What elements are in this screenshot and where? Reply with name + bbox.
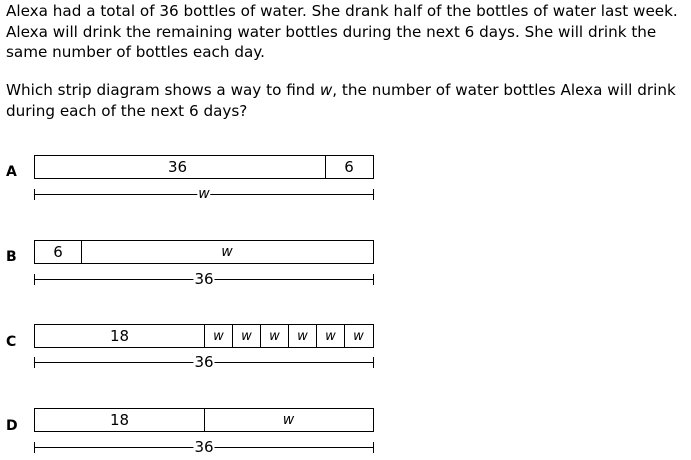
question-text-start: Which strip diagram shows a way to find [6,81,320,99]
question-paragraph-2 [6,80,686,121]
strip-segment: 18 [109,327,130,345]
option-letter-a: A [6,164,17,180]
option-letter-c: C [6,334,17,350]
strip-segment: 18 [109,411,130,429]
brace-label-d: 36 [194,438,214,456]
brace-d [34,438,374,456]
brace-label-b: 36 [194,270,214,288]
strip-segment: w [316,325,344,347]
strip-segment: w [344,325,372,347]
option-letter-b: B [6,249,17,265]
question-variable: w [319,81,333,99]
strip-diagram-a [34,155,374,179]
brace-label-a: w [198,186,210,202]
strip-segment: 36 [168,158,188,176]
strip-segment: w [204,325,232,347]
brace-a [34,186,374,202]
strip-segment: 6 [325,156,372,178]
question-paragraph-1: Alexa had a total of 36 bottles of water. She drank half of the bottles of water last week. Alexa will drink the remaining water bottles during the next 6 days. She will drink the same number of bottles each day. [6,2,678,61]
strip-diagram-d [34,408,374,432]
option-letter-d: D [6,418,18,434]
brace-label-c: 36 [194,353,214,371]
strip-segment: 6 [53,243,63,261]
brace-b [34,270,374,288]
strip-segment: w [260,325,288,347]
strip-segment: w [81,241,372,263]
strip-diagram-c [34,324,374,348]
brace-c [34,353,374,371]
strip-segment: w [232,325,260,347]
strip-segment: w [288,325,316,347]
strip-segment: w [204,409,372,431]
strip-diagram-b [34,240,374,264]
question-text-end: , the number of water bottles Alexa will drink during each of the next 6 days? [6,81,676,120]
